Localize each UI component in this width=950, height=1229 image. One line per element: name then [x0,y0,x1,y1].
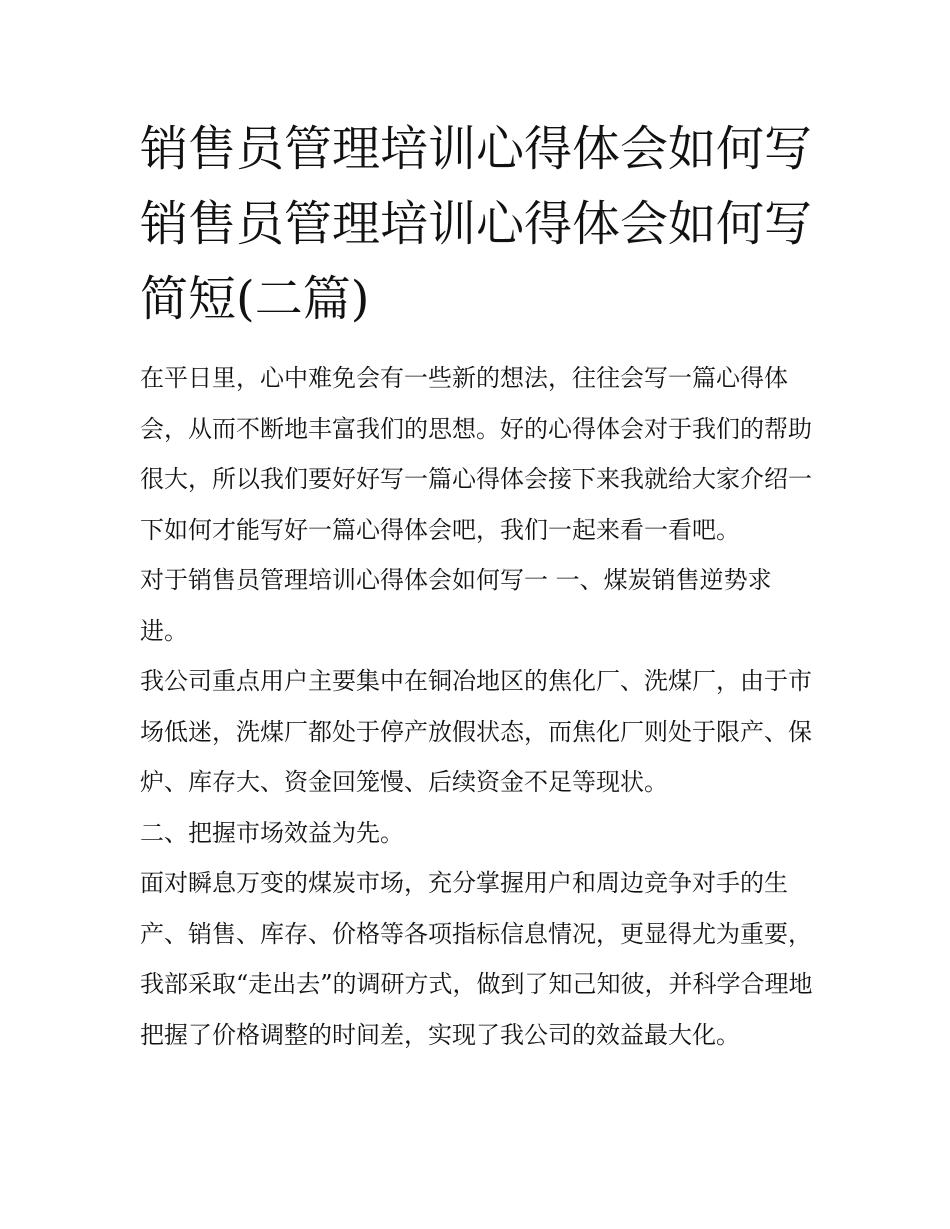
document-page [140,112,815,1060]
paragraph-customers: 我公司重点用户主要集中在铜冶地区的焦化厂、洗煤厂，由于市场低迷，洗煤厂都处于停产放假状态，而焦化厂则处于限产、保炉、库存大、资金回笼慢、后续资金不足等现状。 [140,667,812,796]
paragraph-market-research: 面对瞬息万变的煤炭市场，充分掌握用户和周边竞争对手的生产、销售、库存、价格等各项指标信息情况，更显得尤为重要，我部采取“走出去”的调研方式，做到了知己知彼，并科学合理地把握了价格调整的时间差，实现了我公司的效益最大化。 [140,869,813,1049]
document-body [140,353,815,1060]
document-title: 销售员管理培训心得体会如何写 销售员管理培训心得体会如何写简短(二篇) [140,121,813,327]
paragraph-section-two: 二、把握市场效益为先。 [140,818,404,847]
paragraph-section-one: 对于销售员管理培训心得体会如何写一 一、煤炭销售逆势求进。 [140,566,772,645]
paragraph-intro: 在平日里，心中难免会有一些新的想法，往往会写一篇心得体会，从而不断地丰富我们的思想。好的心得体会对于我们的帮助很大，所以我们要好好写一篇心得体会接下来我就给大家介绍一下如何才能写好一篇心得体会吧，我们一起来看一看吧。 [140,364,812,544]
